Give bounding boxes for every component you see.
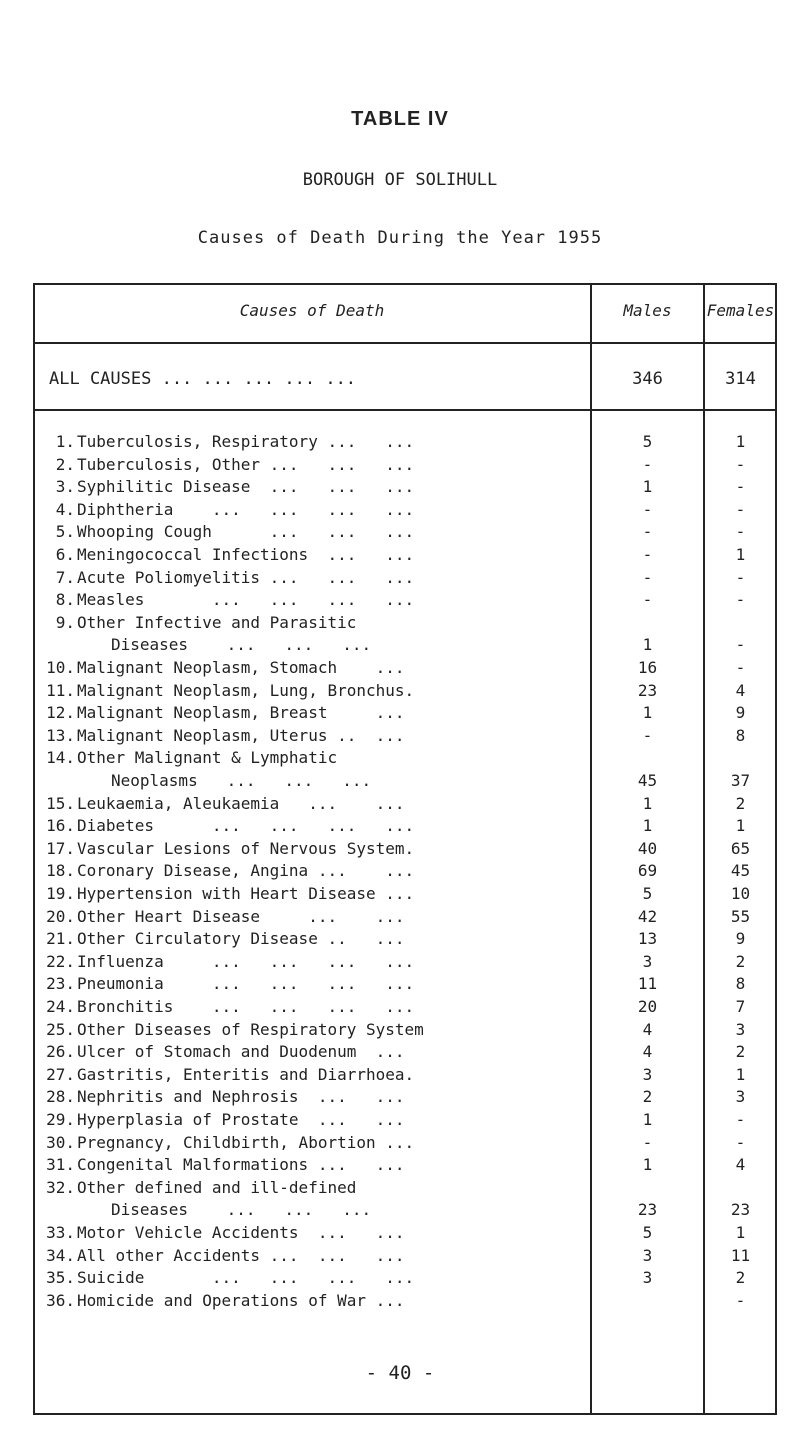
row-number: 9. bbox=[55, 612, 75, 632]
row-number: 26. bbox=[46, 1042, 75, 1062]
cause-label: Diabetes ... ... ... ... bbox=[77, 816, 415, 836]
row-number: 19. bbox=[46, 884, 75, 903]
females-value: 23 bbox=[730, 1200, 751, 1220]
table-row bbox=[33, 1245, 777, 1267]
males-value: - bbox=[642, 522, 653, 542]
row-number: 13. bbox=[46, 725, 75, 745]
females-value: 11 bbox=[730, 1245, 751, 1265]
females-value: 10 bbox=[730, 884, 751, 903]
females-value: - bbox=[735, 1132, 746, 1152]
table-row bbox=[33, 634, 777, 656]
row-number: 3. bbox=[55, 477, 75, 497]
table-row bbox=[33, 612, 777, 634]
table-row bbox=[33, 725, 777, 747]
table-row bbox=[33, 431, 777, 453]
females-value: 4 bbox=[735, 1155, 746, 1175]
row-number: 23. bbox=[46, 974, 75, 994]
cause-label: Malignant Neoplasm, Stomach ... bbox=[77, 658, 405, 677]
table-row bbox=[33, 521, 777, 543]
table-label: TABLE IV bbox=[351, 108, 449, 130]
males-value: 69 bbox=[637, 861, 658, 881]
males-value: 2 bbox=[642, 1087, 653, 1107]
border-top bbox=[33, 283, 777, 285]
table-row bbox=[33, 838, 777, 860]
males-value: - bbox=[642, 725, 653, 745]
males-value: 1 bbox=[642, 477, 653, 497]
females-value: 9 bbox=[735, 703, 746, 723]
females-value: - bbox=[735, 658, 746, 677]
row-number: 36. bbox=[46, 1290, 75, 1310]
females-value: 2 bbox=[735, 793, 746, 813]
cause-label: Malignant Neoplasm, Breast ... bbox=[77, 703, 405, 723]
table-row bbox=[33, 1199, 777, 1221]
cause-label: Other Infective and Parasitic bbox=[77, 612, 357, 632]
females-value: 45 bbox=[730, 861, 751, 881]
females-value: 2 bbox=[735, 951, 746, 971]
row-number: 8. bbox=[55, 590, 75, 610]
males-value: - bbox=[642, 499, 653, 519]
table-row bbox=[33, 1177, 777, 1199]
males-value: 3 bbox=[642, 1064, 653, 1084]
table-row bbox=[33, 996, 777, 1018]
females-value: - bbox=[735, 1110, 746, 1129]
females-value: 65 bbox=[730, 838, 751, 858]
table-row bbox=[33, 454, 777, 476]
table-row bbox=[33, 702, 777, 724]
males-value: 45 bbox=[637, 771, 658, 790]
females-value: 2 bbox=[735, 1042, 746, 1062]
males-value: 16 bbox=[637, 658, 658, 677]
females-value: 9 bbox=[735, 929, 746, 949]
all-causes-label: ALL CAUSES ... ... ... ... ... bbox=[49, 369, 357, 389]
row-number: 25. bbox=[46, 1019, 75, 1039]
row-number: 15. bbox=[46, 793, 75, 813]
row-number: 28. bbox=[46, 1087, 75, 1107]
table-row bbox=[33, 770, 777, 792]
males-value: - bbox=[642, 567, 653, 587]
cause-label: Leukaemia, Aleukaemia ... ... bbox=[77, 793, 405, 813]
cause-label: Tuberculosis, Other ... ... ... bbox=[77, 454, 415, 474]
table-row bbox=[33, 544, 777, 566]
table-row bbox=[33, 1086, 777, 1108]
row-number: 35. bbox=[46, 1268, 75, 1288]
males-value: 3 bbox=[642, 951, 653, 971]
cause-label: Syphilitic Disease ... ... ... bbox=[77, 477, 415, 497]
table-row bbox=[33, 680, 777, 702]
males-value: 1 bbox=[642, 635, 653, 655]
table-row bbox=[33, 476, 777, 498]
row-number: 6. bbox=[55, 545, 75, 564]
row-number: 24. bbox=[46, 997, 75, 1016]
all-causes-females: 314 bbox=[725, 369, 756, 389]
all-causes-males: 346 bbox=[632, 369, 663, 389]
row-number: 30. bbox=[46, 1132, 75, 1152]
males-value: - bbox=[642, 545, 653, 564]
row-number: 33. bbox=[46, 1223, 75, 1242]
cause-label: Diseases ... ... ... bbox=[111, 635, 372, 655]
males-value: 1 bbox=[642, 816, 653, 836]
females-value: - bbox=[735, 477, 746, 497]
males-value: 40 bbox=[637, 838, 658, 858]
males-value: 3 bbox=[642, 1245, 653, 1265]
females-value: 1 bbox=[735, 545, 746, 564]
table-row bbox=[33, 1019, 777, 1041]
males-value: 5 bbox=[642, 1223, 653, 1242]
cause-label: Suicide ... ... ... ... bbox=[77, 1268, 415, 1288]
cause-label: Bronchitis ... ... ... ... bbox=[77, 997, 415, 1016]
row-number: 31. bbox=[46, 1155, 75, 1175]
table-row bbox=[33, 860, 777, 882]
males-value: 13 bbox=[637, 929, 658, 949]
cause-label: Influenza ... ... ... ... bbox=[77, 951, 415, 971]
cause-label: Measles ... ... ... ... bbox=[77, 590, 415, 610]
females-value: - bbox=[735, 635, 746, 655]
males-value: 23 bbox=[637, 1200, 658, 1220]
row-number: 18. bbox=[46, 861, 75, 881]
cause-label: Tuberculosis, Respiratory ... ... bbox=[77, 432, 415, 451]
cause-label: Hypertension with Heart Disease ... bbox=[77, 884, 415, 903]
table-row bbox=[33, 1041, 777, 1063]
cause-label: Meningococcal Infections ... ... bbox=[77, 545, 415, 564]
causes-of-death-table bbox=[33, 283, 777, 1415]
males-value: - bbox=[642, 454, 653, 474]
table-row bbox=[33, 793, 777, 815]
females-value: 4 bbox=[735, 680, 746, 700]
males-value: 42 bbox=[637, 906, 658, 926]
row-number: 10. bbox=[46, 658, 75, 677]
column-header-females: Females bbox=[706, 301, 775, 320]
cause-label: Gastritis, Enteritis and Diarrhoea. bbox=[77, 1064, 415, 1084]
males-value: 5 bbox=[642, 432, 653, 451]
cause-label: All other Accidents ... ... ... bbox=[77, 1245, 405, 1265]
row-number: 1. bbox=[55, 432, 75, 451]
females-value: 3 bbox=[735, 1019, 746, 1039]
cause-label: Neoplasms ... ... ... bbox=[111, 771, 372, 790]
cause-label: Pneumonia ... ... ... ... bbox=[77, 974, 415, 994]
table-row bbox=[33, 951, 777, 973]
males-value: - bbox=[642, 1132, 653, 1152]
females-value: 1 bbox=[735, 816, 746, 836]
table-row bbox=[33, 1064, 777, 1086]
females-value: 7 bbox=[735, 997, 746, 1016]
females-value: 37 bbox=[730, 771, 751, 790]
females-value: 8 bbox=[735, 725, 746, 745]
row-number: 16. bbox=[46, 816, 75, 836]
males-value: 5 bbox=[642, 884, 653, 903]
row-number: 7. bbox=[55, 567, 75, 587]
row-number: 21. bbox=[46, 929, 75, 949]
cause-label: Congenital Malformations ... ... bbox=[77, 1155, 405, 1175]
all-causes-rule bbox=[33, 409, 777, 411]
females-value: - bbox=[735, 590, 746, 610]
cause-label: Diphtheria ... ... ... ... bbox=[77, 499, 415, 519]
border-bottom bbox=[33, 1413, 777, 1415]
row-number: 12. bbox=[46, 703, 75, 723]
table-row bbox=[33, 499, 777, 521]
cause-label: Pregnancy, Childbirth, Abortion ... bbox=[77, 1132, 415, 1152]
females-value: 55 bbox=[730, 906, 751, 926]
cause-label: Homicide and Operations of War ... bbox=[77, 1290, 405, 1310]
females-value: 1 bbox=[735, 1223, 746, 1242]
cause-label: Malignant Neoplasm, Uterus .. ... bbox=[77, 725, 405, 745]
row-number: 17. bbox=[46, 838, 75, 858]
males-value: 1 bbox=[642, 1110, 653, 1129]
cause-label: Diseases ... ... ... bbox=[111, 1200, 372, 1220]
females-value: - bbox=[735, 522, 746, 542]
borough-title: BOROUGH OF SOLIHULL bbox=[302, 170, 498, 190]
table-subtitle: Causes of Death During the Year 1955 bbox=[197, 228, 603, 248]
table-row bbox=[33, 1267, 777, 1289]
females-value: 3 bbox=[735, 1087, 746, 1107]
table-row bbox=[33, 1154, 777, 1176]
page-number: - 40 - bbox=[365, 1362, 435, 1384]
cause-label: Whooping Cough ... ... ... bbox=[77, 522, 415, 542]
table-row bbox=[33, 567, 777, 589]
cause-label: Ulcer of Stomach and Duodenum ... bbox=[77, 1042, 405, 1062]
table-row bbox=[33, 906, 777, 928]
females-value: 1 bbox=[735, 1064, 746, 1084]
males-value: 11 bbox=[637, 974, 658, 994]
row-number: 14. bbox=[46, 748, 75, 768]
cause-label: Motor Vehicle Accidents ... ... bbox=[77, 1223, 405, 1242]
males-value: 1 bbox=[642, 793, 653, 813]
cause-label: Vascular Lesions of Nervous System. bbox=[77, 838, 415, 858]
row-number: 2. bbox=[55, 454, 75, 474]
row-number: 5. bbox=[55, 522, 75, 542]
females-value: - bbox=[735, 454, 746, 474]
row-number: 29. bbox=[46, 1110, 75, 1129]
table-row bbox=[33, 928, 777, 950]
row-number: 11. bbox=[46, 680, 75, 700]
table-row bbox=[33, 747, 777, 769]
cause-label: Nephritis and Nephrosis ... ... bbox=[77, 1087, 405, 1107]
males-value: - bbox=[642, 590, 653, 610]
females-value: - bbox=[735, 499, 746, 519]
males-value: 3 bbox=[642, 1268, 653, 1288]
males-value: 20 bbox=[637, 997, 658, 1016]
row-number: 4. bbox=[55, 499, 75, 519]
cause-label: Other defined and ill-defined bbox=[77, 1177, 357, 1197]
row-number: 34. bbox=[46, 1245, 75, 1265]
row-number: 27. bbox=[46, 1064, 75, 1084]
cause-label: Malignant Neoplasm, Lung, Bronchus. bbox=[77, 680, 415, 700]
table-row bbox=[33, 973, 777, 995]
males-value: 4 bbox=[642, 1042, 653, 1062]
header-rule bbox=[33, 342, 777, 344]
cause-label: Other Malignant & Lymphatic bbox=[77, 748, 338, 768]
row-number: 32. bbox=[46, 1177, 75, 1197]
males-value: 23 bbox=[637, 680, 658, 700]
column-header-cause: Causes of Death bbox=[239, 301, 385, 320]
table-row bbox=[33, 883, 777, 905]
table-row bbox=[33, 589, 777, 611]
cause-label: Hyperplasia of Prostate ... ... bbox=[77, 1110, 405, 1129]
cause-label: Coronary Disease, Angina ... ... bbox=[77, 861, 415, 881]
table-row bbox=[33, 815, 777, 837]
cause-label: Other Circulatory Disease .. ... bbox=[77, 929, 405, 949]
females-value: - bbox=[735, 567, 746, 587]
males-value: 1 bbox=[642, 1155, 653, 1175]
row-number: 20. bbox=[46, 906, 75, 926]
table-row bbox=[33, 657, 777, 679]
females-value: 1 bbox=[735, 432, 746, 451]
column-header-males: Males bbox=[623, 301, 672, 320]
cause-label: Other Diseases of Respiratory System bbox=[77, 1019, 424, 1039]
table-row bbox=[33, 1109, 777, 1131]
females-value: 2 bbox=[735, 1268, 746, 1288]
cause-label: Other Heart Disease ... ... bbox=[77, 906, 405, 926]
row-number: 22. bbox=[46, 951, 75, 971]
males-value: 4 bbox=[642, 1019, 653, 1039]
table-row bbox=[33, 1290, 777, 1312]
females-value: 8 bbox=[735, 974, 746, 994]
females-value: - bbox=[735, 1290, 746, 1310]
cause-label: Acute Poliomyelitis ... ... ... bbox=[77, 567, 415, 587]
table-row bbox=[33, 1222, 777, 1244]
males-value: 1 bbox=[642, 703, 653, 723]
table-row bbox=[33, 1132, 777, 1154]
